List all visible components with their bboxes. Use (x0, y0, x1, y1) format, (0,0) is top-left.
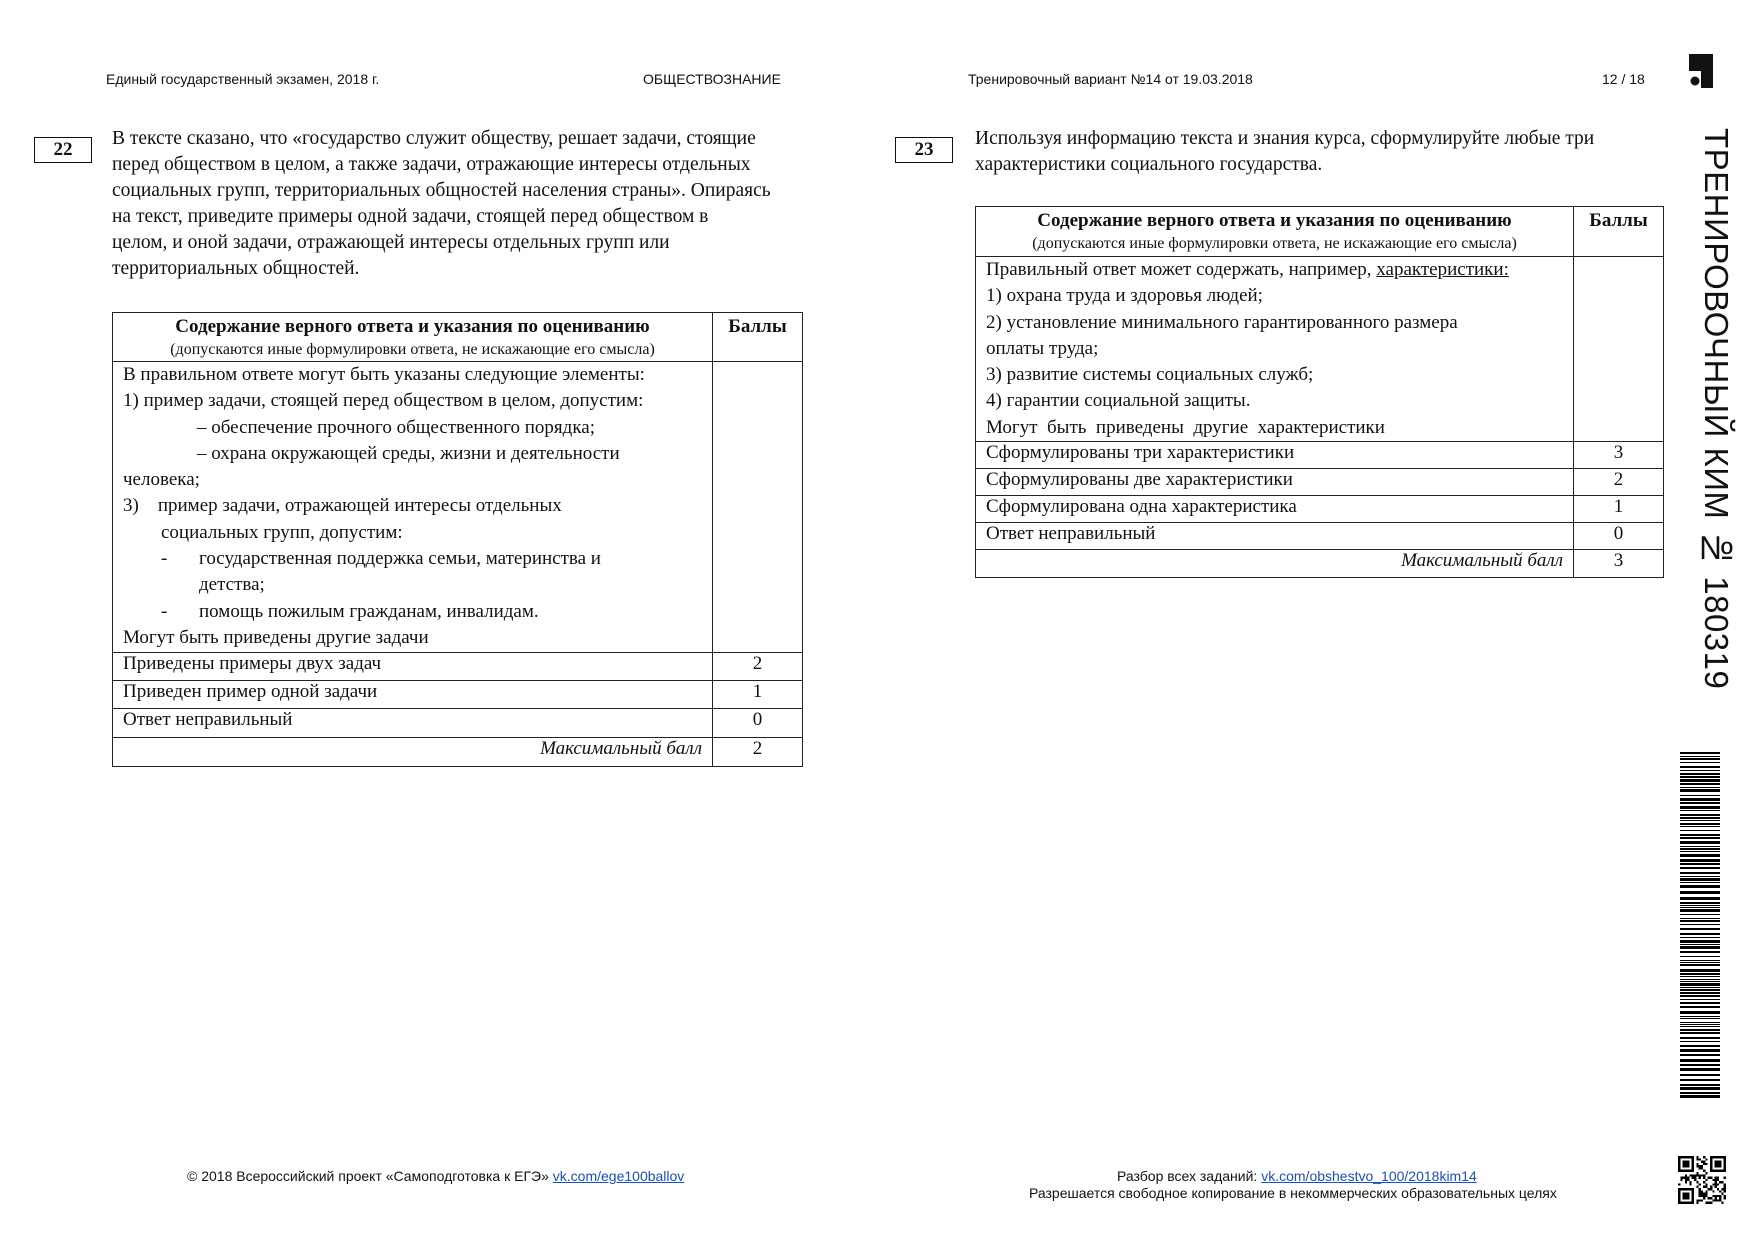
criterion-points: 1 (713, 681, 803, 709)
max-score-value: 3 (1574, 550, 1664, 578)
item-text: пример задачи, отражающей интересы отдельных (157, 495, 562, 517)
content-line (123, 546, 702, 572)
answer-table-header (113, 313, 713, 362)
max-score-value: 2 (713, 738, 803, 767)
prompt-line: характеристики социального государства. (975, 154, 1323, 175)
header-note: (допускаются иные формулировки ответа, не искажающие его смысла) (1032, 235, 1517, 252)
criterion-points: 2 (713, 653, 803, 681)
item-text: помощь пожилым гражданам, инвалидам. (199, 600, 539, 622)
header-variant: Тренировочный вариант №14 от 19.03.2018 (968, 71, 1253, 87)
content-line (123, 493, 702, 519)
criterion-label: Приведен пример одной задачи (113, 681, 713, 709)
project-logo-icon (1689, 54, 1713, 88)
table-row (113, 709, 803, 738)
header-main: Содержание верного ответа и указания по оцениванию (175, 316, 650, 337)
table-row (976, 496, 1664, 523)
answer-content (976, 257, 1574, 442)
content-line: Могут быть приведены другие характеристики (986, 416, 1385, 438)
content-line: 2) установление минимального гарантированного размера (986, 311, 1458, 333)
max-score-row (113, 738, 803, 767)
item-number: 3) (123, 495, 139, 517)
footer-analysis (1117, 1168, 1477, 1184)
table-row (976, 469, 1664, 496)
item-text: государственная поддержка семьи, материнства и (199, 548, 601, 570)
copyright-text: © 2018 Всероссийский проект «Самоподготовка к ЕГЭ» (187, 1168, 549, 1184)
task-23-number: 23 (895, 137, 953, 163)
side-title: ТРЕНИРОВОЧНЫЙ КИМ № 180319 (1698, 128, 1735, 690)
bullet: - (161, 548, 168, 570)
header-page-number: 12 / 18 (1602, 71, 1645, 87)
content-line: человека; (123, 469, 200, 491)
table-row (113, 653, 803, 681)
footer-license: Разрешается свободное копирование в некоммерческих образовательных целях (1029, 1185, 1557, 1201)
points-column-header: Баллы (1574, 207, 1664, 257)
criterion-label: Сформулированы три характеристики (976, 442, 1574, 469)
content-line: 1) охрана труда и здоровья людей; (986, 285, 1263, 307)
task-22-number: 22 (34, 137, 92, 163)
answer-content (113, 362, 713, 653)
content-points-cell (1574, 257, 1664, 442)
max-score-row (976, 550, 1664, 578)
content-line (986, 257, 1563, 283)
answer-table-header (976, 207, 1574, 257)
task-23-prompt (975, 126, 1655, 178)
task-22-prompt (112, 126, 832, 282)
content-points-cell (713, 362, 803, 653)
header-main: Содержание верного ответа и указания по оцениванию (1037, 210, 1512, 231)
bullet: - (161, 600, 168, 622)
footer-copyright (187, 1168, 684, 1184)
barcode-icon (1680, 752, 1720, 1100)
header-exam-title: Единый государственный экзамен, 2018 г. (106, 71, 380, 87)
content-line: – охрана окружающей среды, жизни и деятельности (197, 442, 620, 464)
analysis-link[interactable]: vk.com/obshestvo_100/2018kim14 (1261, 1168, 1477, 1184)
prompt-line: социальных групп, территориальных общностей населения страны». Опираясь (112, 180, 771, 201)
header-subject: ОБЩЕСТВОЗНАНИЕ (643, 71, 781, 87)
criterion-label: Ответ неправильный (976, 523, 1574, 550)
prompt-line: на текст, приведите примеры одной задачи, стоящей перед обществом в (112, 206, 709, 227)
criterion-points: 1 (1574, 496, 1664, 523)
points-column-header: Баллы (713, 313, 803, 362)
criterion-points: 0 (1574, 523, 1664, 550)
header-note: (допускаются иные формулировки ответа, не искажающие его смысла) (170, 341, 655, 358)
prompt-line: перед обществом в целом, а также задачи, отражающие интересы отдельных (112, 154, 751, 175)
content-line: социальных групп, допустим: (161, 521, 403, 543)
content-line: детства; (199, 574, 265, 596)
task-23-answer-table (975, 206, 1664, 578)
content-line: В правильном ответе могут быть указаны следующие элементы: (123, 364, 645, 385)
criterion-label: Сформулирована одна характеристика (976, 496, 1574, 523)
content-line: 3) развитие системы социальных служб; (986, 364, 1314, 386)
content-text: Правильный ответ может содержать, например, (986, 259, 1372, 280)
table-row (113, 681, 803, 709)
task-22-answer-table (112, 312, 803, 767)
content-line: оплаты труда; (986, 337, 1099, 359)
content-line: – обеспечение прочного общественного порядка; (197, 416, 595, 438)
prompt-line: целом, и оной задачи, отражающей интересы отдельных групп или (112, 232, 670, 253)
prompt-line: В тексте сказано, что «государство служит обществу, решает задачи, стоящие (112, 128, 756, 149)
criterion-points: 0 (713, 709, 803, 738)
max-score-label: Максимальный балл (113, 738, 713, 767)
criterion-points: 3 (1574, 442, 1664, 469)
qr-code-icon (1678, 1156, 1726, 1204)
content-line: 1) пример задачи, стоящей перед обществом в целом, допустим: (123, 390, 644, 412)
criterion-label: Ответ неправильный (113, 709, 713, 738)
criterion-label: Сформулированы две характеристики (976, 469, 1574, 496)
prompt-line: территориальных общностей. (112, 258, 360, 279)
prompt-line: Используя информацию текста и знания курса, сформулируйте любые три (975, 128, 1595, 149)
copyright-link[interactable]: vk.com/ege100ballov (552, 1168, 685, 1184)
max-score-label: Максимальный балл (976, 550, 1574, 578)
content-line (123, 599, 702, 625)
analysis-text: Разбор всех заданий: (1117, 1168, 1258, 1184)
criterion-points: 2 (1574, 469, 1664, 496)
underlined-term: характеристики: (1376, 259, 1509, 280)
table-row (976, 442, 1664, 469)
content-line: Могут быть приведены другие задачи (123, 626, 429, 648)
criterion-label: Приведены примеры двух задач (113, 653, 713, 681)
table-row (976, 523, 1664, 550)
content-line: 4) гарантии социальной защиты. (986, 390, 1251, 412)
